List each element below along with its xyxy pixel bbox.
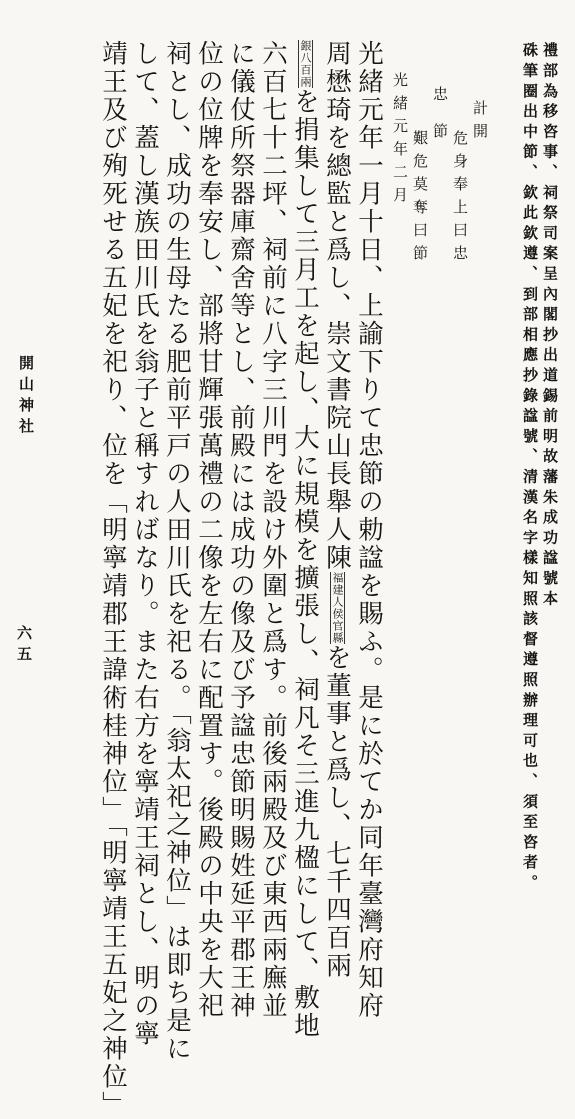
body-column-3: 銀八百兩を捐集して三月工を起し、大に規模を擴張し、祠凡そ三進九楹にして、敷地 — [290, 40, 320, 1040]
body-column-7: 祠とし、成功の生母たる肥前平戸の人田川氏を祀る。「翁太祀之神位」は即ち是に — [162, 40, 192, 1064]
heading-chuusetsu: 忠節 — [431, 86, 449, 160]
section-title: 開山神社 — [17, 355, 35, 439]
page-number: 六五 — [15, 625, 33, 667]
body-column-1: 光緒元年一月十日、上諭下りて忠節の勅諡を賜ふ。是に於てか同年臺灣府知府 — [354, 40, 384, 1020]
body-column-9: 靖王及び殉死せる五妃を祀り、位を「明寧靖郡王諱術桂神位」「明寧靖王五妃之神位」 — [98, 40, 128, 1119]
heading-keikai: 計開 — [471, 100, 489, 146]
body-column-8: して、蓋し漢族田川氏を翁子と稱すればなり。また右方を寧靖王祠とし、明の寧 — [130, 40, 160, 1048]
heading-date: 光緒元年二月 — [391, 72, 409, 210]
body-column-2: 周懋琦を總監と爲し、崇文書院山長舉人陳福建人侯官縣を董事と爲し、七千四百兩 — [322, 40, 352, 980]
heading-setsu-definition: 艱危莫奪曰節 — [411, 130, 429, 268]
body-column-5: に儀仗所祭器庫齋舍等とし、前殿には成功の像及び予諡忠節明賜姓延平郡王神 — [226, 40, 256, 1020]
intro-line-1: 禮部為移咨事、祠祭司案呈內閣抄出道錫前明故藩朱成功諡號本 — [541, 42, 559, 611]
inline-annotation: 福建人侯官縣 — [331, 572, 344, 644]
intro-line-2: 硃筆圈出中節、欽此欽遵、到部相應抄錄諡號、清漢名字樣知照該督遵照辦理可也、須至咨者。 — [521, 42, 539, 895]
body-column-4: 六百七十二坪、祠前に八字三川門を設け外圍と爲す。前後兩殿及び東西兩廡並 — [258, 40, 288, 1020]
body-column-6: 位の位牌を奉安し、部將甘輝張萬禮の二像を左右に配置す。後殿の中央を大祀 — [194, 40, 224, 1020]
heading-chuu-definition: 危身奉上曰忠 — [451, 130, 469, 268]
inline-annotation: 銀八百兩 — [299, 40, 312, 88]
